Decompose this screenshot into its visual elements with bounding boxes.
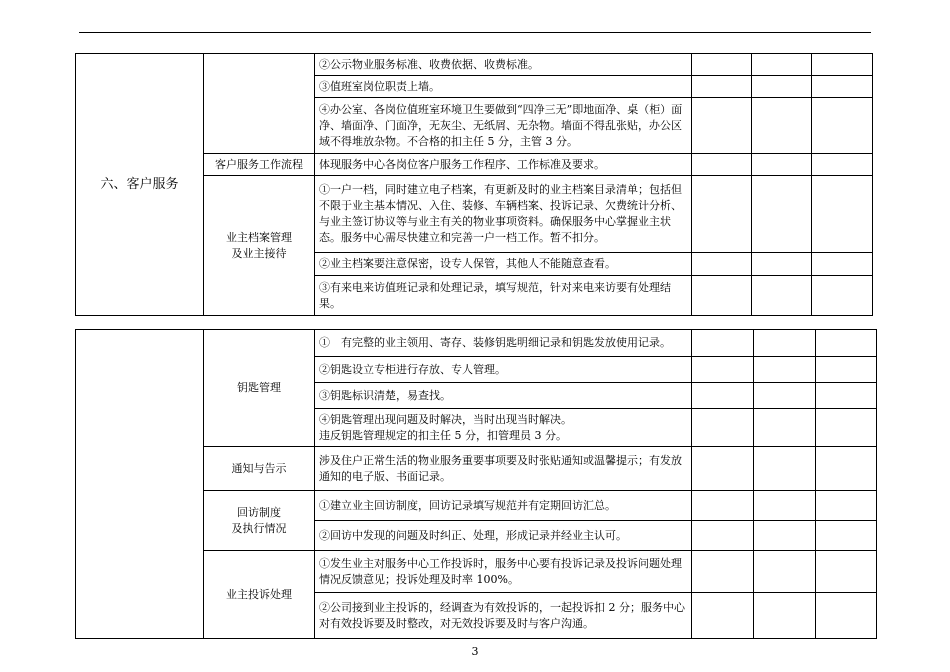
- service-table-1: [75, 53, 873, 316]
- score-cell: [754, 491, 816, 521]
- category-revisit: 回访制度 及执行情况: [204, 491, 315, 551]
- category-archives: 业主档案管理 及业主接待: [204, 176, 315, 316]
- score-cell: [692, 593, 754, 639]
- score-cell: [692, 154, 752, 176]
- item-cell: ④办公室、各岗位值班室环境卫生要做到“四净三无”即地面净、桌（柜）面净、墙面净、门面净，无灰尘、无纸屑、无杂物。墙面不得乱张贴，办公区域不得堆放杂物。不合格的扣主任 5 分，主管 3 分。: [315, 98, 692, 154]
- category-keys: 钥匙管理: [204, 330, 315, 447]
- category-complaint: 业主投诉处理: [204, 551, 315, 639]
- item-cell: ① 有完整的业主领用、寄存、装修钥匙明细记录和钥匙发放使用记录。: [315, 330, 692, 357]
- score-cell: [692, 447, 754, 491]
- category-process: 客户服务工作流程: [204, 154, 315, 176]
- score-cell: [812, 98, 873, 154]
- score-cell: [754, 593, 816, 639]
- score-cell: [754, 447, 816, 491]
- item-cell: ④钥匙管理出现问题及时解决，当时出现当时解决。 违反钥匙管理规定的扣主任 5 分，扣管理员 3 分。: [315, 409, 692, 447]
- item-cell: ②回访中发现的问题及时纠正、处理，形成记录并经业主认可。: [315, 521, 692, 551]
- score-cell: [812, 253, 873, 276]
- score-cell: [752, 54, 812, 76]
- score-cell: [754, 330, 816, 357]
- score-cell: [816, 491, 877, 521]
- score-cell: [812, 54, 873, 76]
- score-cell: [816, 551, 877, 593]
- item-cell: ②公司接到业主投诉的，经调查为有效投诉的，一起投诉扣 2 分；服务中心对有效投诉要及时整改，对无效投诉要及时与客户沟通。: [315, 593, 692, 639]
- item-cell: ①建立业主回访制度，回访记录填写规范并有定期回访汇总。: [315, 491, 692, 521]
- score-cell: [752, 76, 812, 98]
- score-cell: [692, 54, 752, 76]
- score-cell: [692, 76, 752, 98]
- item-cell: 涉及住户正常生活的物业服务重要事项要及时张贴通知或温馨提示；有发放通知的电子版、书面记录。: [315, 447, 692, 491]
- section-customer-service: [76, 54, 204, 316]
- item-cell: ③值班室岗位职责上墙。: [315, 76, 692, 98]
- score-cell: [752, 253, 812, 276]
- score-cell: [816, 409, 877, 447]
- score-cell: [692, 357, 754, 383]
- score-cell: [754, 409, 816, 447]
- header-rule: [79, 32, 871, 33]
- score-cell: [752, 176, 812, 253]
- page-number: 3: [471, 645, 479, 658]
- score-cell: [812, 154, 873, 176]
- item-cell: ②公示物业服务标准、收费依据、收费标准。: [315, 54, 692, 76]
- score-cell: [812, 176, 873, 253]
- service-table-2: [75, 329, 877, 639]
- score-cell: [692, 253, 752, 276]
- category-cell-blank: [204, 54, 315, 154]
- item-cell: ①一户一档，同时建立电子档案，有更新及时的业主档案目录清单；包括但不限于业主基本情况、入住、装修、车辆档案、投诉记录、欠费统计分析、与业主签订协议等与业主有关的物业事项资料。确保服务中心掌握业主状态。服务中心需尽快建立和完善一户一档工作。暂不扣分。: [315, 176, 692, 253]
- score-cell: [752, 154, 812, 176]
- section-label: 六、客户服务: [100, 176, 179, 192]
- item-cell: ①发生业主对服务中心工作投诉时，服务中心要有投诉记录及投诉问题处理情况反馈意见；投诉处理及时率 100%。: [315, 551, 692, 593]
- score-cell: [692, 383, 754, 409]
- score-cell: [692, 330, 754, 357]
- score-cell: [692, 521, 754, 551]
- item-cell: 体现服务中心各岗位客户服务工作程序、工作标准及要求。: [315, 154, 692, 176]
- score-cell: [816, 357, 877, 383]
- item-cell: ②业主档案要注意保密，设专人保管，其他人不能随意查看。: [315, 253, 692, 276]
- table-row: [76, 330, 877, 357]
- score-cell: [816, 330, 877, 357]
- item-cell: ②钥匙设立专柜进行存放、专人管理。: [315, 357, 692, 383]
- table-row: [76, 54, 873, 76]
- item-cell: ③有来电来访值班记录和处理记录，填写规范，针对来电来访要有处理结果。: [315, 276, 692, 316]
- score-cell: [692, 491, 754, 521]
- score-cell: [754, 551, 816, 593]
- score-cell: [692, 551, 754, 593]
- score-cell: [812, 276, 873, 316]
- score-cell: [816, 447, 877, 491]
- score-cell: [754, 357, 816, 383]
- score-cell: [692, 409, 754, 447]
- score-cell: [752, 98, 812, 154]
- score-cell: [752, 276, 812, 316]
- item-cell: ③钥匙标识清楚，易查找。: [315, 383, 692, 409]
- score-cell: [816, 383, 877, 409]
- score-cell: [754, 521, 816, 551]
- score-cell: [816, 521, 877, 551]
- category-notice: 通知与告示: [204, 447, 315, 491]
- score-cell: [754, 383, 816, 409]
- score-cell: [692, 176, 752, 253]
- score-cell: [692, 276, 752, 316]
- score-cell: [692, 98, 752, 154]
- section-cell-blank: [76, 330, 204, 639]
- score-cell: [812, 76, 873, 98]
- score-cell: [816, 593, 877, 639]
